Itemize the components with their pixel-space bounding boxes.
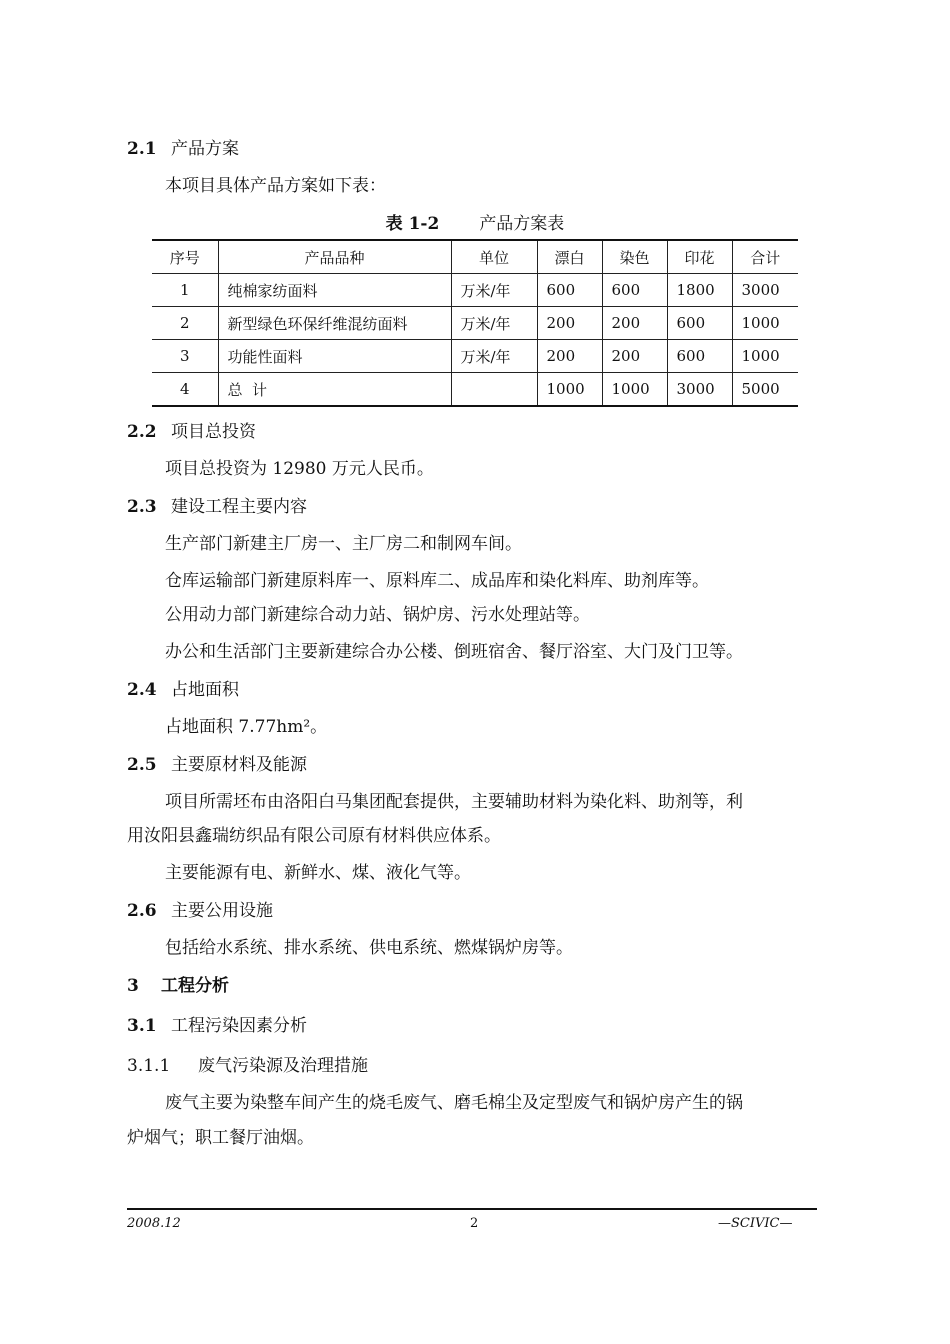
table-caption-label: 表 1-2 (385, 214, 440, 234)
table-header-cell: 序号 (152, 240, 218, 274)
section-heading-2-3 (127, 496, 307, 518)
section-number: 3.1.1 (127, 1056, 171, 1076)
section-heading-2-2 (127, 421, 256, 443)
table-caption (0, 213, 950, 235)
paragraph: 占地面积 7.77hm²。 (165, 717, 328, 737)
section-title: 工程污染因素分析 (171, 1016, 307, 1036)
table-cell: 3000 (732, 274, 798, 307)
table-caption-title: 产品方案表 (479, 214, 565, 234)
section-title: 废气污染源及治理措施 (198, 1056, 368, 1076)
table-cell: 600 (602, 274, 667, 307)
section-title: 产品方案 (171, 139, 239, 159)
table-cell: 5000 (732, 373, 798, 407)
section-heading-3-1 (127, 1015, 307, 1037)
table-header-cell: 单位 (451, 240, 537, 274)
section-number: 2.5 (127, 755, 157, 775)
table-cell: 4 (152, 373, 218, 407)
section-title: 占地面积 (171, 680, 239, 700)
footer-rule (127, 1208, 817, 1210)
table-header-row (152, 240, 798, 274)
table-cell: 600 (537, 274, 602, 307)
table-cell (451, 373, 537, 407)
table-cell: 200 (602, 307, 667, 340)
table-cell: 万米/年 (451, 307, 537, 340)
table-total-row (152, 373, 798, 407)
section-title: 主要公用设施 (171, 901, 273, 921)
paragraph: 项目所需坯布由洛阳白马集团配套提供，主要辅助材料为染化料、助剂等，利 (165, 792, 743, 812)
section-heading-2-6 (127, 900, 273, 922)
page-number: 2 (470, 1216, 479, 1231)
table-row (152, 340, 798, 373)
table-cell: 1000 (537, 373, 602, 407)
table-cell: 总 计 (218, 373, 451, 407)
table-cell: 1800 (667, 274, 732, 307)
paragraph: 本项目具体产品方案如下表： (165, 176, 386, 196)
paragraph: 包括给水系统、排水系统、供电系统、燃煤锅炉房等。 (165, 938, 573, 958)
paragraph: 主要能源有电、新鲜水、煤、液化气等。 (165, 863, 471, 883)
table-cell: 1000 (732, 307, 798, 340)
section-number: 2.2 (127, 422, 157, 442)
table-row (152, 274, 798, 307)
section-number: 3 (127, 976, 139, 996)
table-header-cell: 染色 (602, 240, 667, 274)
product-plan-table (152, 239, 798, 407)
paragraph: 项目总投资为 12980 万元人民币。 (165, 459, 434, 479)
table-cell: 200 (602, 340, 667, 373)
table-cell: 万米/年 (451, 340, 537, 373)
paragraph: 炉烟气；职工餐厅油烟。 (127, 1128, 314, 1148)
table-cell: 2 (152, 307, 218, 340)
paragraph: 用汝阳县鑫瑞纺织品有限公司原有材料供应体系。 (127, 826, 501, 846)
table-header-cell: 产品品种 (218, 240, 451, 274)
section-title: 项目总投资 (171, 422, 256, 442)
paragraph: 废气主要为染整车间产生的烧毛废气、磨毛棉尘及定型废气和锅炉房产生的锅 (165, 1093, 743, 1113)
footer-date: 2008.12 (127, 1216, 181, 1231)
table-cell: 万米/年 (451, 274, 537, 307)
paragraph: 仓库运输部门新建原料库一、原料库二、成品库和染化料库、助剂库等。 (165, 571, 709, 591)
section-title: 主要原材料及能源 (171, 755, 307, 775)
section-title: 工程分析 (161, 976, 229, 996)
table-header-cell: 漂白 (537, 240, 602, 274)
section-heading-2-1 (127, 138, 239, 160)
table-header-cell: 印花 (667, 240, 732, 274)
section-heading-2-5 (127, 754, 307, 776)
table-cell: 功能性面料 (218, 340, 451, 373)
section-heading-2-4 (127, 679, 239, 701)
section-heading-3 (127, 975, 229, 997)
section-number: 2.4 (127, 680, 157, 700)
table-row (152, 307, 798, 340)
footer-organization: —SCIVIC— (718, 1216, 793, 1231)
section-heading-3-1-1 (127, 1055, 368, 1077)
section-number: 2.3 (127, 497, 157, 517)
table-cell: 1 (152, 274, 218, 307)
table-cell: 200 (537, 307, 602, 340)
table-cell: 纯棉家纺面料 (218, 274, 451, 307)
table-cell: 1000 (602, 373, 667, 407)
table-cell: 新型绿色环保纤维混纺面料 (218, 307, 451, 340)
paragraph: 生产部门新建主厂房一、主厂房二和制网车间。 (165, 534, 522, 554)
section-number: 2.6 (127, 901, 157, 921)
table-cell: 600 (667, 340, 732, 373)
table-cell: 600 (667, 307, 732, 340)
table-cell: 3 (152, 340, 218, 373)
section-number: 2.1 (127, 139, 157, 159)
table-cell: 200 (537, 340, 602, 373)
section-number: 3.1 (127, 1016, 157, 1036)
table-cell: 3000 (667, 373, 732, 407)
paragraph: 办公和生活部门主要新建综合办公楼、倒班宿舍、餐厅浴室、大门及门卫等。 (165, 642, 743, 662)
paragraph: 公用动力部门新建综合动力站、锅炉房、污水处理站等。 (165, 605, 590, 625)
table-header-cell: 合计 (732, 240, 798, 274)
table-cell: 1000 (732, 340, 798, 373)
section-title: 建设工程主要内容 (171, 497, 307, 517)
